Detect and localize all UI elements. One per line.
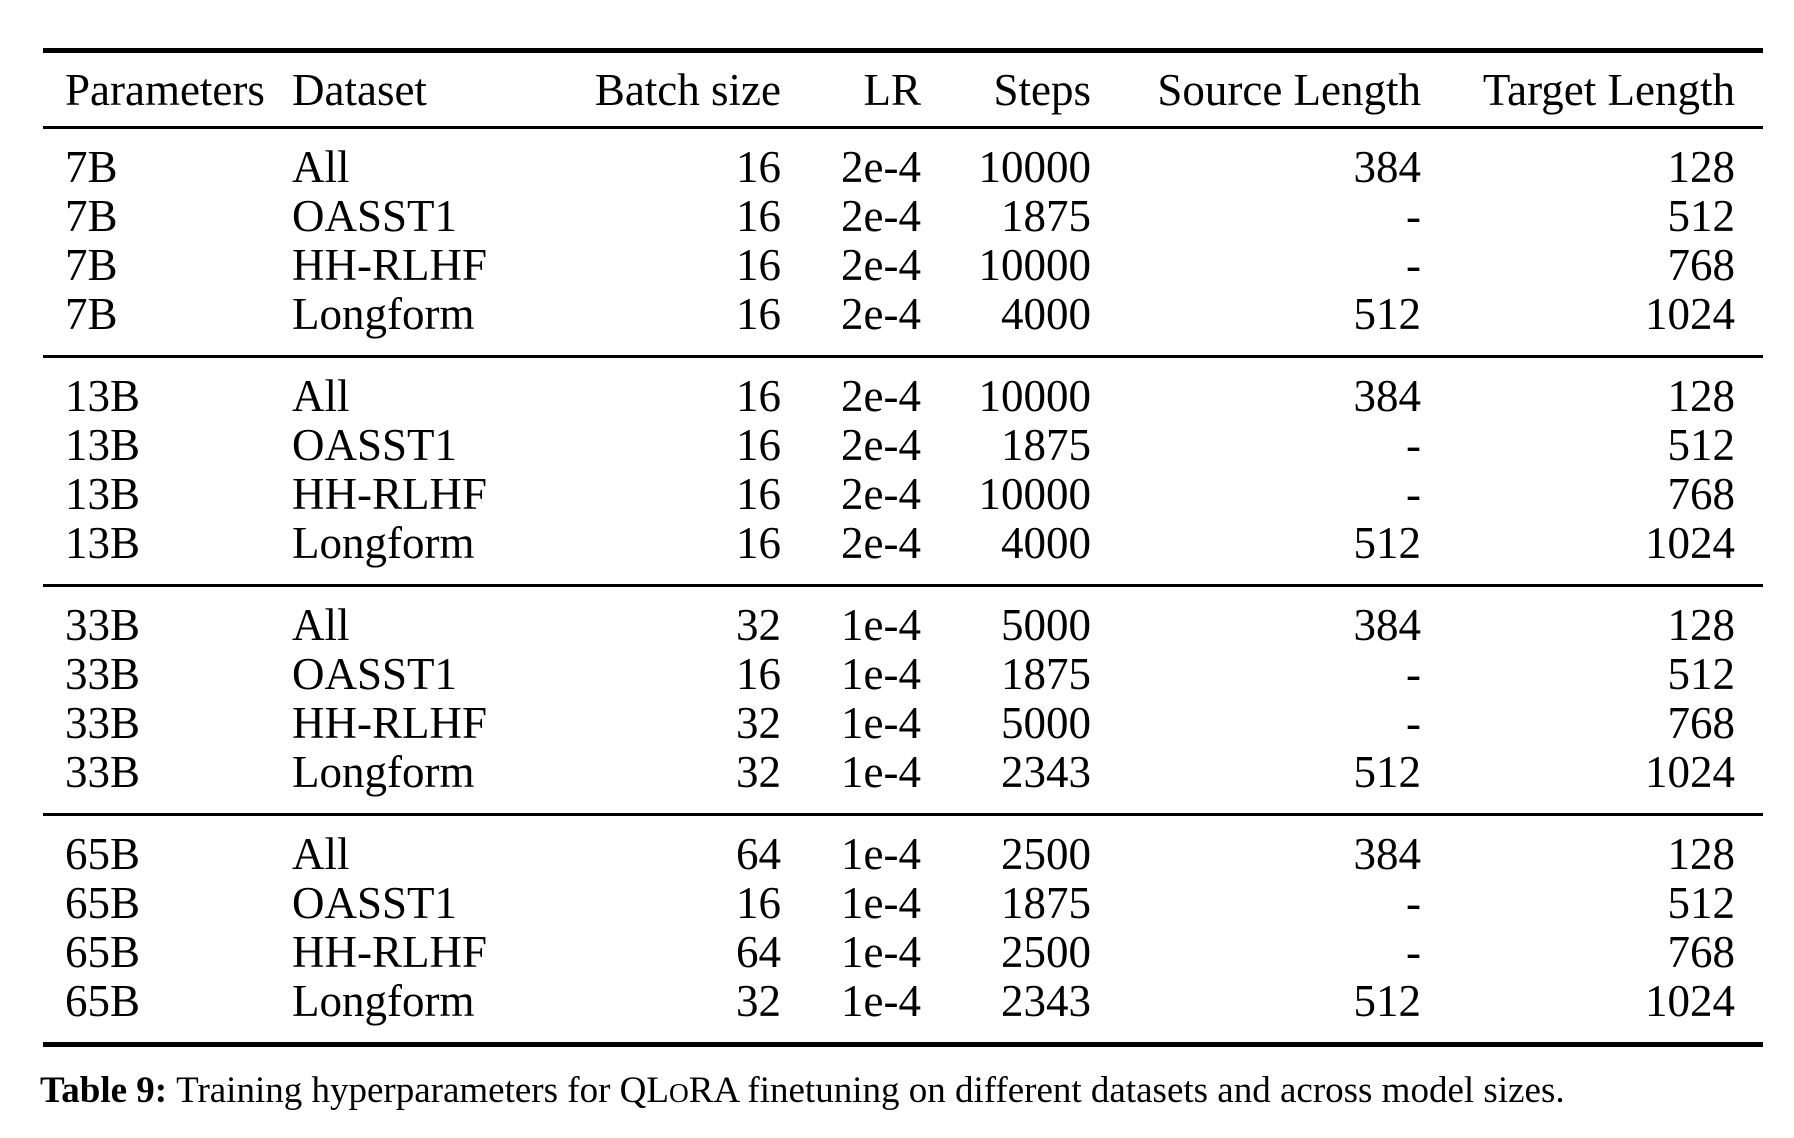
caption-label: Table 9: — [40, 1070, 168, 1111]
cell-dataset: HH-RLHF — [292, 469, 488, 519]
cell-batch-size: 16 — [736, 289, 781, 339]
cell-dataset: Longform — [292, 289, 475, 339]
table-group-33b — [43, 586, 1763, 815]
cell-dataset: HH-RLHF — [292, 698, 488, 748]
table-row — [43, 650, 1763, 699]
cell-lr: 2e-4 — [841, 191, 921, 241]
table-group-7b — [43, 128, 1763, 357]
cell-source-length: 512 — [1353, 747, 1421, 797]
cell-steps: 2500 — [1001, 829, 1091, 879]
cell-batch-size: 64 — [736, 829, 781, 879]
cell-source-length: - — [1406, 240, 1421, 290]
cell-steps: 10000 — [978, 142, 1091, 192]
cell-parameters: 33B — [65, 600, 141, 650]
table-caption — [40, 1068, 1768, 1116]
table-row — [43, 290, 1763, 357]
cell-steps: 1875 — [1001, 420, 1091, 470]
cell-target-length: 128 — [1667, 142, 1735, 192]
cell-target-length: 768 — [1667, 240, 1735, 290]
cell-dataset: OASST1 — [292, 191, 458, 241]
cell-batch-size: 32 — [736, 747, 781, 797]
cell-lr: 2e-4 — [841, 240, 921, 290]
cell-source-length: - — [1406, 878, 1421, 928]
cell-lr: 1e-4 — [841, 878, 921, 928]
table-row — [43, 128, 1763, 193]
cell-steps: 10000 — [978, 469, 1091, 519]
cell-source-length: 384 — [1353, 142, 1421, 192]
cell-dataset: HH-RLHF — [292, 240, 488, 290]
cell-dataset: Longform — [292, 976, 475, 1026]
table-group-13b — [43, 357, 1763, 586]
training-hyperparameters-table-wrap — [43, 48, 1763, 1047]
cell-target-length: 768 — [1667, 698, 1735, 748]
cell-steps: 5000 — [1001, 600, 1091, 650]
cell-target-length: 128 — [1667, 371, 1735, 421]
cell-batch-size: 16 — [736, 191, 781, 241]
cell-dataset: All — [292, 600, 350, 650]
cell-source-length: 384 — [1353, 829, 1421, 879]
cell-target-length: 1024 — [1645, 518, 1735, 568]
cell-parameters: 33B — [65, 649, 141, 699]
cell-parameters: 13B — [65, 469, 141, 519]
cell-parameters: 13B — [65, 371, 141, 421]
col-header-steps: Steps — [993, 64, 1091, 115]
cell-source-length: 512 — [1353, 289, 1421, 339]
table-row — [43, 815, 1763, 880]
cell-source-length: 512 — [1353, 976, 1421, 1026]
col-header-parameters: Parameters — [65, 64, 265, 115]
cell-source-length: - — [1406, 469, 1421, 519]
cell-source-length: - — [1406, 191, 1421, 241]
cell-parameters: 7B — [65, 191, 118, 241]
cell-steps: 4000 — [1001, 518, 1091, 568]
table-row — [43, 357, 1763, 422]
cell-steps: 4000 — [1001, 289, 1091, 339]
col-header-lr: LR — [863, 64, 921, 115]
cell-lr: 1e-4 — [841, 600, 921, 650]
cell-lr: 2e-4 — [841, 420, 921, 470]
cell-lr: 1e-4 — [841, 649, 921, 699]
cell-lr: 1e-4 — [841, 927, 921, 977]
cell-dataset: All — [292, 371, 350, 421]
table-row — [43, 586, 1763, 651]
caption-text-after: finetuning on different datasets and across model sizes. — [738, 1070, 1565, 1111]
table-row — [43, 421, 1763, 470]
cell-parameters: 33B — [65, 698, 141, 748]
cell-steps: 10000 — [978, 240, 1091, 290]
cell-lr: 2e-4 — [841, 142, 921, 192]
hyperparam-table — [43, 48, 1763, 1047]
cell-parameters: 13B — [65, 420, 141, 470]
cell-batch-size: 16 — [736, 518, 781, 568]
cell-lr: 2e-4 — [841, 518, 921, 568]
cell-steps: 5000 — [1001, 698, 1091, 748]
table-row — [43, 928, 1763, 977]
cell-source-length: 384 — [1353, 600, 1421, 650]
cell-source-length: - — [1406, 927, 1421, 977]
cell-steps: 1875 — [1001, 191, 1091, 241]
cell-lr: 1e-4 — [841, 976, 921, 1026]
cell-dataset: Longform — [292, 747, 475, 797]
brand-qlora — [620, 1070, 738, 1111]
caption-text-before: Training hyperparameters for — [176, 1070, 620, 1111]
cell-parameters: 65B — [65, 927, 141, 977]
table-row — [43, 879, 1763, 928]
cell-steps: 1875 — [1001, 649, 1091, 699]
cell-parameters: 7B — [65, 289, 118, 339]
brand-qlora-part1: QL — [619, 1070, 669, 1111]
cell-target-length: 128 — [1667, 829, 1735, 879]
cell-parameters: 13B — [65, 518, 141, 568]
cell-batch-size: 16 — [736, 240, 781, 290]
col-header-batch-size: Batch size — [594, 64, 781, 115]
cell-source-length: - — [1406, 420, 1421, 470]
table-header — [43, 51, 1763, 128]
col-header-dataset: Dataset — [292, 64, 427, 115]
cell-dataset: HH-RLHF — [292, 927, 488, 977]
cell-batch-size: 64 — [736, 927, 781, 977]
table-row — [43, 470, 1763, 519]
cell-target-length: 1024 — [1645, 747, 1735, 797]
cell-dataset: All — [292, 142, 350, 192]
cell-source-length: - — [1406, 649, 1421, 699]
cell-batch-size: 16 — [736, 469, 781, 519]
header-row — [43, 51, 1763, 128]
table-row — [43, 699, 1763, 748]
cell-parameters: 65B — [65, 829, 141, 879]
cell-parameters: 65B — [65, 878, 141, 928]
cell-steps: 2343 — [1001, 976, 1091, 1026]
brand-qlora-smallcap-o: O — [669, 1078, 689, 1108]
cell-batch-size: 16 — [736, 420, 781, 470]
table-group-65b — [43, 815, 1763, 1045]
table-row — [43, 519, 1763, 586]
cell-steps: 10000 — [978, 371, 1091, 421]
cell-lr: 1e-4 — [841, 698, 921, 748]
cell-steps: 2500 — [1001, 927, 1091, 977]
cell-lr: 1e-4 — [841, 747, 921, 797]
cell-dataset: Longform — [292, 518, 475, 568]
brand-qlora-part3: RA — [688, 1070, 739, 1111]
cell-target-length: 512 — [1667, 420, 1735, 470]
cell-target-length: 768 — [1667, 469, 1735, 519]
table-row — [43, 192, 1763, 241]
cell-target-length: 512 — [1667, 878, 1735, 928]
cell-target-length: 512 — [1667, 649, 1735, 699]
table-row — [43, 241, 1763, 290]
cell-batch-size: 32 — [736, 698, 781, 748]
cell-parameters: 33B — [65, 747, 141, 797]
cell-dataset: All — [292, 829, 350, 879]
table-row — [43, 748, 1763, 815]
cell-lr: 2e-4 — [841, 289, 921, 339]
cell-target-length: 1024 — [1645, 289, 1735, 339]
cell-target-length: 512 — [1667, 191, 1735, 241]
cell-batch-size: 16 — [736, 649, 781, 699]
cell-lr: 2e-4 — [841, 371, 921, 421]
cell-target-length: 1024 — [1645, 976, 1735, 1026]
cell-batch-size: 32 — [736, 976, 781, 1026]
cell-lr: 1e-4 — [841, 829, 921, 879]
cell-target-length: 768 — [1667, 927, 1735, 977]
cell-dataset: OASST1 — [292, 420, 458, 470]
cell-lr: 2e-4 — [841, 469, 921, 519]
cell-source-length: 512 — [1353, 518, 1421, 568]
cell-batch-size: 16 — [736, 878, 781, 928]
col-header-source-length: Source Length — [1157, 64, 1421, 115]
cell-batch-size: 32 — [736, 600, 781, 650]
cell-steps: 2343 — [1001, 747, 1091, 797]
cell-dataset: OASST1 — [292, 878, 458, 928]
cell-target-length: 128 — [1667, 600, 1735, 650]
col-header-target-length: Target Length — [1482, 64, 1735, 115]
cell-source-length: 384 — [1353, 371, 1421, 421]
cell-batch-size: 16 — [736, 142, 781, 192]
cell-batch-size: 16 — [736, 371, 781, 421]
cell-parameters: 7B — [65, 240, 118, 290]
cell-parameters: 65B — [65, 976, 141, 1026]
cell-source-length: - — [1406, 698, 1421, 748]
cell-parameters: 7B — [65, 142, 118, 192]
cell-dataset: OASST1 — [292, 649, 458, 699]
table-row — [43, 977, 1763, 1045]
cell-steps: 1875 — [1001, 878, 1091, 928]
